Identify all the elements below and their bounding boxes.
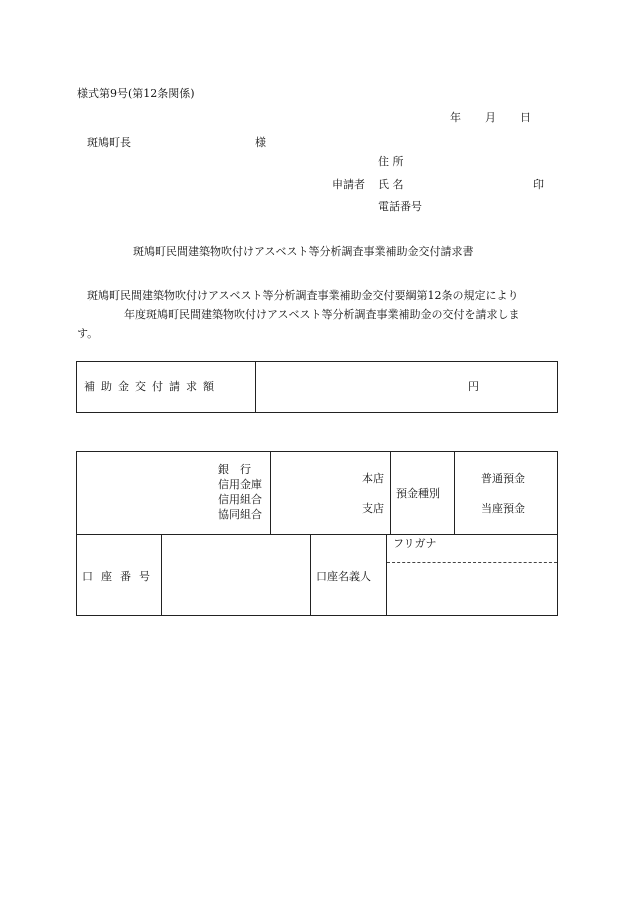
body-line-1: 斑鳩町民間建築物吹付けアスベスト等分析調査事業補助金交付要綱第12条の規定により (87, 289, 519, 302)
phone-label: 電話番号 (378, 200, 422, 213)
bank-type-shinkin: 信用金庫 (218, 478, 262, 491)
body-line-3: す。 (77, 327, 99, 340)
bank-type-bank: 銀 行 (218, 463, 251, 476)
account-col-divider-3 (386, 534, 387, 616)
bank-row-divider (76, 534, 558, 535)
account-holder-input[interactable] (392, 566, 552, 610)
document-title: 斑鳩町民間建築物吹付けアスベスト等分析調査事業補助金交付請求書 (133, 245, 474, 258)
account-holder-label: 口座名義人 (316, 570, 371, 583)
date-month-label: 月 (485, 111, 496, 124)
deposit-normal-option[interactable]: 普通預金 (481, 472, 525, 485)
amount-divider (255, 361, 256, 413)
deposit-type-label: 預金種別 (396, 487, 440, 500)
bank-col-divider-3 (454, 451, 455, 534)
amount-unit: 円 (468, 380, 479, 393)
branch-main-label: 本店 (362, 472, 384, 485)
applicant-label: 申請者 (332, 178, 365, 191)
deposit-current-option[interactable]: 当座預金 (481, 502, 525, 515)
bank-type-cooperative: 協同組合 (218, 508, 262, 521)
account-number-input[interactable] (167, 540, 305, 610)
form-number: 様式第9号(第12条関係) (77, 87, 195, 100)
furigana-dashed-line (387, 562, 557, 563)
branch-sub-label: 支店 (362, 502, 384, 515)
bank-col-divider-2 (390, 451, 391, 534)
furigana-label: フリガナ (393, 537, 437, 550)
account-number-label: 口座番号 (82, 570, 158, 583)
seal-mark: 印 (533, 178, 544, 191)
date-day-label: 日 (520, 111, 531, 124)
body-line-2: 年度斑鳩町民間建築物吹付けアスベスト等分析調査事業補助金の交付を請求しま (124, 308, 520, 321)
account-col-divider-1 (161, 534, 162, 616)
addressee-honorific: 様 (255, 136, 266, 149)
account-col-divider-2 (310, 534, 311, 616)
date-year-label: 年 (450, 111, 461, 124)
amount-input[interactable] (262, 366, 552, 408)
bank-type-credit-union: 信用組合 (218, 493, 262, 506)
name-label: 氏 名 (378, 178, 404, 191)
bank-col-divider-1 (270, 451, 271, 534)
amount-label: 補助金交付請求額 (84, 380, 220, 393)
address-label: 住 所 (378, 155, 404, 168)
addressee-name: 斑鳩町長 (87, 136, 131, 149)
